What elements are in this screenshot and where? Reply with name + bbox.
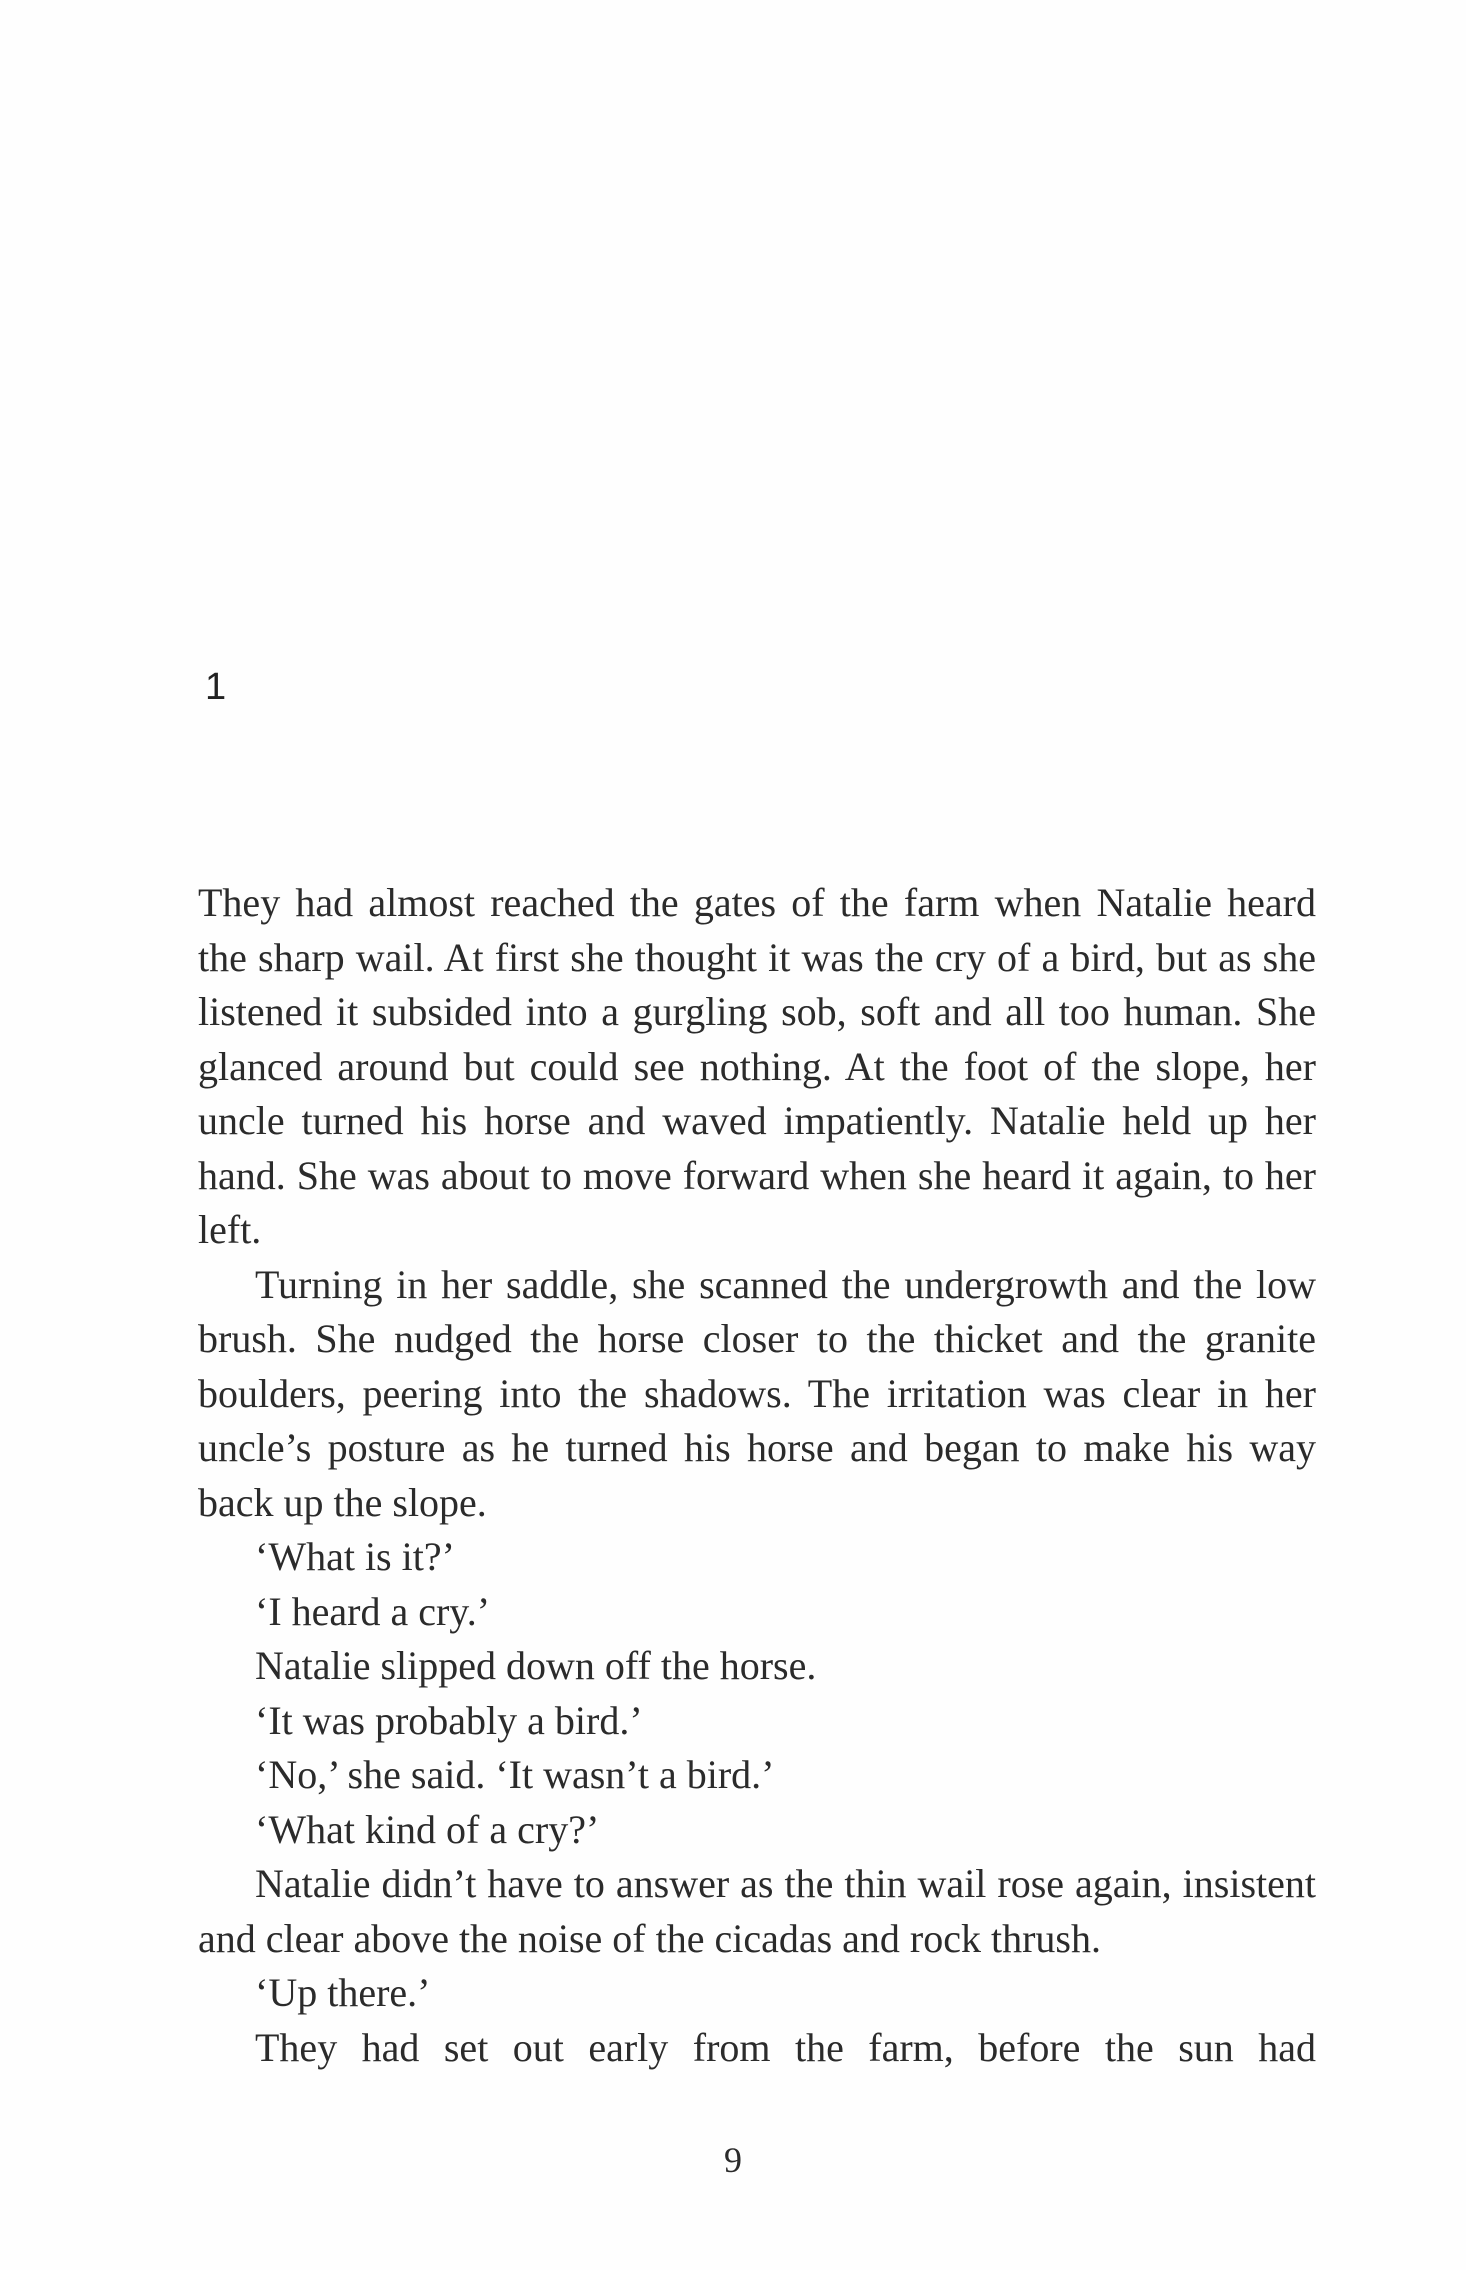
paragraph: They had set out early from the farm, before the sun had (255, 2024, 1316, 2070)
chapter-number: 1 (205, 666, 227, 708)
paragraph: ‘It was probably a bird.’ (255, 1697, 643, 1743)
paragraph: Turning in her saddle, she scanned the undergrowth and the low brush. She nudged the horse closer to the thicket and the granite boulders, peering into the shadows. The irritation was clear in her uncle’s posture as he turned his horse and began to make his way back up the slope. (198, 1261, 1316, 1525)
paragraph: ‘No,’ she said. ‘It wasn’t a bird.’ (255, 1752, 775, 1797)
paragraph: ‘I heard a cry.’ (255, 1588, 491, 1634)
paragraph: Natalie slipped down off the horse. (255, 1643, 817, 1688)
paragraph: They had almost reached the gates of the farm when Natalie heard the sharp wail. At first she thought it was the cry of a bird, but as she listened it subsided into a gurgling sob, soft and all too human. She glanced around but could see nothing. At the foot of the slope, her uncle turned his horse and waved impatiently. Natalie held up her hand. She was about to move forward when she heard it again, to her left. (198, 880, 1316, 1252)
body-text (198, 876, 1316, 2075)
page-number: 9 (724, 2140, 742, 2180)
paragraph: ‘Up there.’ (255, 1970, 431, 2015)
paragraph: ‘What kind of a cry?’ (255, 1806, 600, 1852)
paragraph: Natalie didn’t have to answer as the thin wail rose again, insistent and clear above the noise of the cicadas and rock thrush. (198, 1861, 1316, 1961)
paragraph: ‘What is it?’ (255, 1534, 455, 1579)
